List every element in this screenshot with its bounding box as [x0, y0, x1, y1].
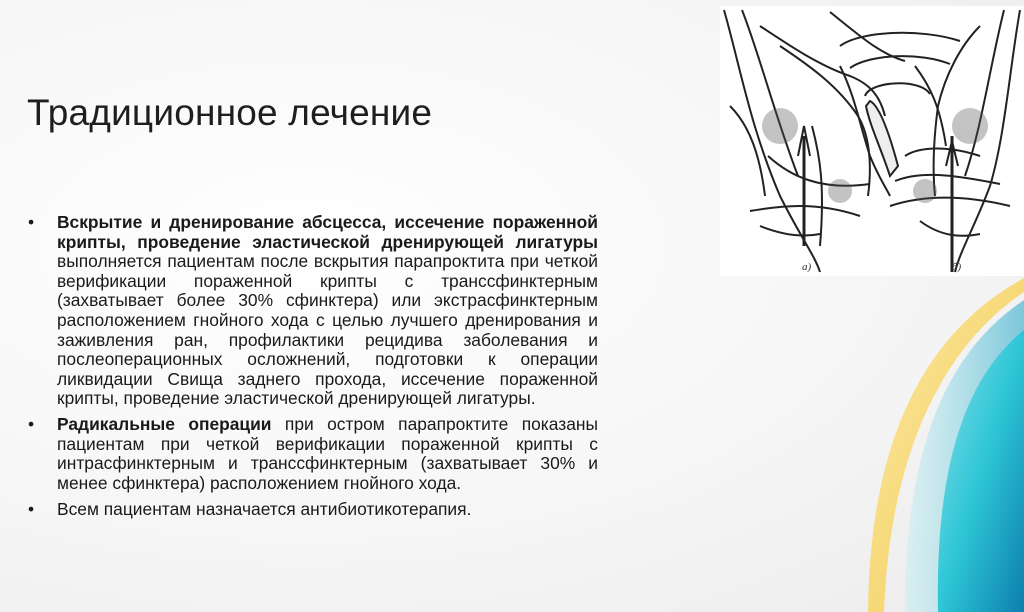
bullet-text: Всем пациентам назначается антибиотикотерапия. — [57, 499, 472, 520]
list-item — [28, 213, 598, 409]
anatomical-illustration — [720, 6, 1024, 276]
slide-title: Традиционное лечение — [27, 92, 433, 133]
bullet-text: при остром парапроктите показаны пациентам при четкой верификации пораженной крипты с интрасфинктерным и транссфинктерным (захватывает 30% и менее сфинктера) расположением гнойного хода. — [57, 413, 598, 493]
list-item — [28, 415, 598, 493]
list-item — [28, 500, 598, 520]
figure-label-a: а) — [802, 261, 812, 273]
bullet-list — [28, 213, 598, 520]
bullet-bold-text: Радикальные операции — [57, 413, 272, 434]
bullet-bold-text: Вскрытие и дренирование абсцесса, иссечение пораженной крипты, проведение эластической дренирующей лигатуры — [57, 212, 598, 252]
bullet-marker: • — [28, 413, 35, 434]
figure-label-b: б) — [952, 261, 962, 273]
bullet-marker: • — [28, 499, 35, 520]
illustration-drawing — [720, 6, 1024, 276]
bullet-text: выполняется пациентам после вскрытия парапроктита при четкой верификации пораженной крипты с транссфинктерным (захватывает более 30% сфинктера) или экстрасфинктерным расположением гнойного хода с целью лучшего дренирования и заживления ран, профилактики рецидива заболевания и послеоперационных осложнений, подготовки к операции ликвидации Свища заднего прохода, иссечение пораженной крипты, проведение эластической дренирующей лигатуры. — [57, 251, 598, 409]
bullet-marker: • — [28, 212, 35, 232]
